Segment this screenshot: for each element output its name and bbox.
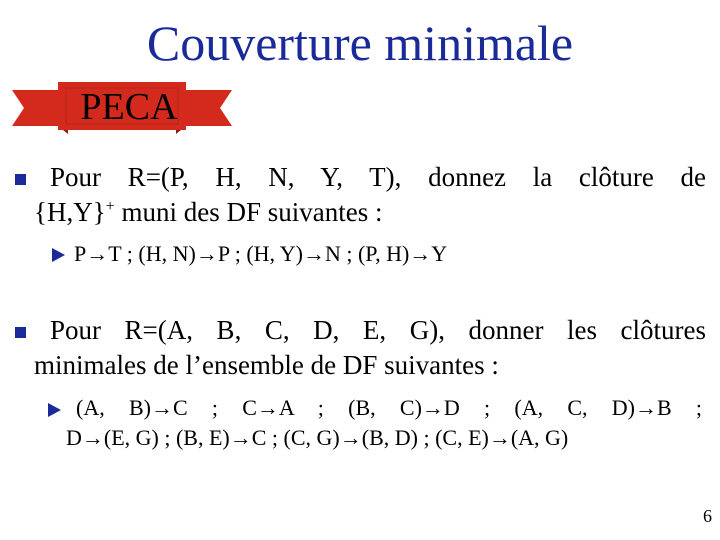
question-2-line-2: minimales de l’ensemble de DF suivantes : bbox=[34, 350, 499, 380]
question-1-line-1: Pour R=(P, H, N, Y, T), donnez la clôture de bbox=[50, 162, 706, 192]
question-1-fds bbox=[74, 239, 704, 269]
question-2-fds-line-2: D→(E, G) ; (B, E)→C ; (C, G)→(B, D) ; (C, E)→(A, G) bbox=[66, 425, 569, 450]
question-2-line-1: Pour R=(A, B, C, D, E, G), donner les clôtures bbox=[50, 315, 706, 345]
question-1 bbox=[34, 160, 706, 230]
question-2-fds bbox=[66, 393, 702, 453]
question-1-line-2 bbox=[34, 195, 706, 230]
page-number: 6 bbox=[703, 506, 712, 526]
triangle-bullet-icon bbox=[52, 248, 65, 262]
peca-ribbon-badge bbox=[12, 80, 232, 136]
question-2 bbox=[34, 313, 706, 383]
closure-set: {H,Y} bbox=[34, 197, 106, 227]
question-2-fds-line-1: (A, B)→C ; C→A ; (B, C)→D ; (A, C, D)→B ; bbox=[76, 395, 702, 420]
triangle-bullet-icon bbox=[48, 403, 61, 417]
slide-title: Couverture minimale bbox=[146, 15, 574, 71]
ribbon-label: PECA bbox=[80, 86, 178, 128]
question-1-fds-line: P→T ; (H, N)→P ; (H, Y)→N ; (P, H)→Y bbox=[74, 241, 448, 266]
square-bullet-icon bbox=[15, 174, 26, 185]
closure-superscript: + bbox=[105, 198, 115, 215]
question-1-line-2-text: muni des DF suivantes : bbox=[114, 197, 383, 227]
square-bullet-icon bbox=[15, 327, 26, 338]
